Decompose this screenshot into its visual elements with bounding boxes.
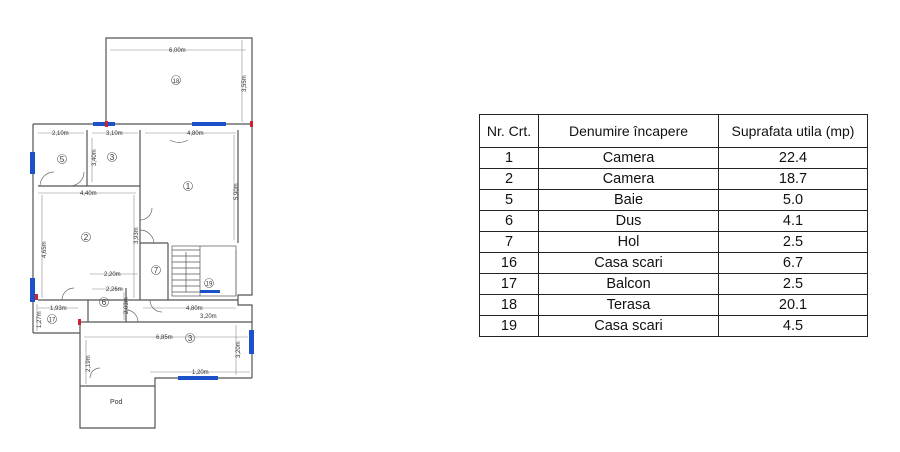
cell-area: 6.7 <box>719 253 868 274</box>
room-number: 2 <box>83 233 89 242</box>
table-row <box>480 295 868 316</box>
cell-name: Casa scari <box>539 253 719 274</box>
table-row <box>480 169 868 190</box>
room-area-table <box>479 114 868 337</box>
dim-label: 1,20m <box>192 370 209 376</box>
cell-nr: 19 <box>480 316 539 337</box>
cell-area: 5.0 <box>719 190 868 211</box>
dim-label: 3,93m <box>134 227 140 244</box>
cell-name: Terasa <box>539 295 719 316</box>
cell-name: Camera <box>539 169 719 190</box>
cell-nr: 6 <box>480 211 539 232</box>
table-header-row <box>480 115 868 148</box>
room-number: 18 <box>172 79 180 85</box>
staircase <box>172 246 236 296</box>
table-row <box>480 316 868 337</box>
door-arc-2 <box>40 172 54 186</box>
dim-label: 4,65m <box>42 241 48 258</box>
window-7 <box>200 290 220 293</box>
dim-label: 1,93m <box>50 306 67 312</box>
cell-name: Baie <box>539 190 719 211</box>
window-4 <box>30 278 35 302</box>
cell-nr: 7 <box>480 232 539 253</box>
cell-name: Hol <box>539 232 719 253</box>
room-number: 3 <box>187 334 193 343</box>
pod-label: Pod <box>110 399 123 406</box>
cell-name: Balcon <box>539 274 719 295</box>
cell-area: 2.5 <box>719 232 868 253</box>
cell-nr: 5 <box>480 190 539 211</box>
wall-outer <box>33 124 252 378</box>
cell-nr: 2 <box>480 169 539 190</box>
dim-label: 4,40m <box>80 191 97 197</box>
dim-label: 3,10m <box>106 131 123 137</box>
cell-area: 4.5 <box>719 316 868 337</box>
cell-nr: 16 <box>480 253 539 274</box>
header-nr: Nr. Crt. <box>480 115 539 148</box>
dim-label: 1,27m <box>37 311 43 328</box>
cell-nr: 18 <box>480 295 539 316</box>
table-row <box>480 232 868 253</box>
dim-label: 5,90m <box>234 183 240 200</box>
table-row <box>480 211 868 232</box>
cell-name: Casa scari <box>539 316 719 337</box>
table-row <box>480 253 868 274</box>
window-1 <box>93 122 115 126</box>
dim-label: 2,03m <box>124 297 130 314</box>
cell-area: 20.1 <box>719 295 868 316</box>
room-number: 19 <box>205 281 213 288</box>
cell-area: 4.1 <box>719 211 868 232</box>
table-row <box>480 148 868 169</box>
dim-label: 3,20m <box>236 341 242 358</box>
cell-area: 2.5 <box>719 274 868 295</box>
room-number: 6 <box>101 298 107 307</box>
dim-label: 6,00m <box>169 48 186 54</box>
door-arc-5 <box>140 230 154 244</box>
room-number: 1 <box>185 182 191 191</box>
cell-area: 18.7 <box>719 169 868 190</box>
table-row <box>480 274 868 295</box>
dim-label: 2,26m <box>106 287 123 293</box>
dim-label: 4,80m <box>186 306 203 312</box>
dim-label: 4,80m <box>187 131 204 137</box>
cell-nr: 17 <box>480 274 539 295</box>
door-arc-1 <box>170 140 188 142</box>
window-6 <box>178 376 218 380</box>
door-arc-3 <box>70 172 84 186</box>
door-arc-4 <box>140 208 152 220</box>
dim-label: 2,20m <box>104 272 121 278</box>
dim-label: 3,40m <box>92 149 98 166</box>
cell-area: 22.4 <box>719 148 868 169</box>
dim-label: 6,85m <box>156 335 173 341</box>
header-name: Denumire încapere <box>539 115 719 148</box>
door-arc-6 <box>62 288 74 300</box>
cell-name: Dus <box>539 211 719 232</box>
window-5 <box>249 330 254 354</box>
dim-label: 2,10m <box>52 131 69 137</box>
cell-name: Camera <box>539 148 719 169</box>
window-2 <box>192 122 226 126</box>
table-row <box>480 190 868 211</box>
room-number: 7 <box>153 266 159 275</box>
window-3 <box>30 152 35 174</box>
dim-label: 3,20m <box>200 314 217 320</box>
dim-label: 2,19m <box>86 355 92 372</box>
dim-label: 3,55m <box>242 75 248 92</box>
cell-nr: 1 <box>480 148 539 169</box>
header-area: Suprafata utila (mp) <box>719 115 868 148</box>
door-arc-8 <box>150 300 162 312</box>
room-number: 5 <box>59 155 65 164</box>
room-number: 17 <box>48 317 56 324</box>
room-number: 3 <box>109 153 115 162</box>
